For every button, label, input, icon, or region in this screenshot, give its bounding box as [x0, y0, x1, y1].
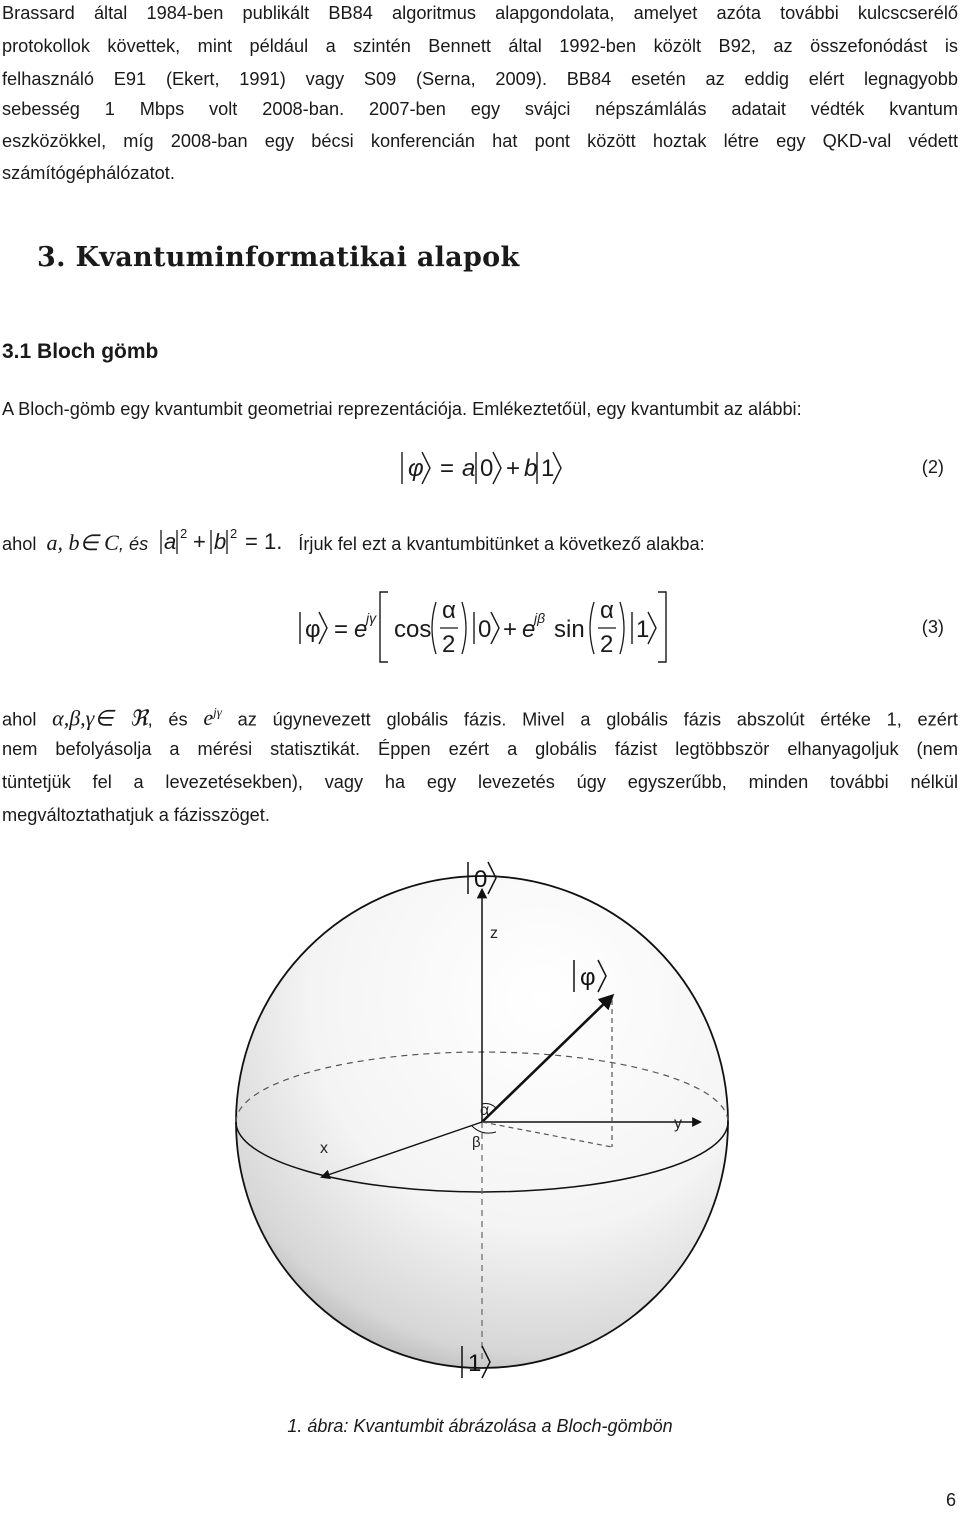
svg-text:2: 2: [230, 528, 238, 541]
subsection-heading: 3.1 Bloch gömb: [2, 340, 159, 363]
paragraph1-line-2: protokollok követtek, mint például a szintén Bennett által 1992-ben közölt B92, az összefonódást is: [2, 36, 958, 56]
svg-text:2: 2: [600, 631, 614, 658]
ahol-line-1: [2, 528, 705, 558]
paragraph2-line-1: nem befolyásolja a mérési statisztikát. Éppen ezért a globális fázist legtöbbször elhanyagoljuk (nem: [2, 739, 958, 759]
global-phase-symbol: $e^{j\gamma}$: [203, 705, 222, 731]
svg-text:2: 2: [180, 528, 188, 541]
paragraph1-line-4: sebesség 1 Mbps volt 2008-ban. 2007-ben egy svájci népszámlálás adatait védték kvantum: [2, 99, 958, 119]
figure-caption: 1. ábra: Kvantumbit ábrázolása a Bloch-gömbön: [287, 1416, 673, 1436]
svg-text:e: e: [354, 616, 368, 643]
svg-text:a: a: [462, 455, 476, 482]
z-axis-label: z: [490, 925, 498, 942]
svg-text:a: a: [164, 529, 177, 554]
svg-text:φ: φ: [408, 455, 424, 482]
ahol-label: ahol: [2, 534, 37, 554]
svg-text:α: α: [600, 597, 614, 624]
svg-text:1: 1: [541, 455, 555, 482]
svg-text:0: 0: [478, 616, 492, 643]
ket0-label: 0: [474, 866, 488, 893]
bloch-sphere-figure: [0, 850, 960, 1400]
equation-3: [296, 588, 676, 668]
equation-2-number: (2): [921, 457, 944, 477]
svg-text:+: +: [503, 616, 518, 643]
equation-2: [390, 446, 570, 490]
svg-text:sin: sin: [554, 616, 585, 643]
alpha-label: α: [480, 1102, 490, 1119]
paragraph1-line-6: számítógéphálózatot.: [2, 163, 175, 183]
y-axis-label: y: [674, 1115, 682, 1132]
svg-text:jβ: jβ: [534, 610, 546, 626]
ahol-label-2: ahol: [2, 709, 37, 730]
intro-text: A Bloch-gömb egy kvantumbit geometriai reprezentációja. Emlékeztetőül, egy kvantumbit az alábbi:: [2, 399, 802, 419]
paragraph1-line-3: felhasználó E91 (Ekert, 1991) vagy S09 (Serna, 2009). BB84 esetén az eddig elért legnagyobb: [2, 69, 958, 89]
svg-text:b: b: [524, 455, 538, 482]
svg-text:cos: cos: [394, 616, 432, 643]
svg-text:0: 0: [480, 455, 494, 482]
real-vars: α,β,γ∈ ℜ: [52, 705, 148, 731]
svg-text:= 1.: = 1.: [245, 529, 283, 554]
svg-text:1: 1: [636, 616, 650, 643]
paragraph2-line-2: tüntetjük fel a levezetésekben), vagy ha egy levezetés úgy egyszerűbb, minden további nélkül: [2, 772, 958, 792]
equation-3-number: (3): [921, 617, 944, 637]
svg-text:b: b: [214, 529, 227, 554]
x-axis-label: x: [320, 1140, 328, 1157]
ahol-line-2: [2, 702, 958, 730]
normalization-formula: [153, 528, 293, 558]
page-number: 6: [945, 1490, 956, 1510]
svg-text:=: =: [334, 616, 349, 643]
svg-text:α: α: [442, 597, 456, 624]
svg-text:φ: φ: [305, 616, 321, 643]
svg-text:+: +: [506, 455, 521, 482]
complex-vars: a, b∈ C: [46, 530, 119, 555]
ahol-line-1-tail: Írjuk fel ezt a kvantumbitünket a következő alakba:: [298, 534, 705, 554]
svg-text:2: 2: [442, 631, 456, 658]
svg-text:+: +: [193, 529, 207, 554]
es-label-2: , és: [147, 709, 188, 730]
beta-label: β: [472, 1134, 481, 1151]
svg-text:=: =: [440, 455, 455, 482]
section-heading: 3. Kvantuminformatikai alapok: [37, 242, 520, 273]
paragraph2-line-3: megváltoztathatjuk a fázisszöget.: [2, 805, 270, 825]
paragraph1-line-5: eszközökkel, míg 2008-ban egy bécsi konferencián hat pont között hoztak létre egy QKD-val védett: [2, 131, 958, 151]
ketphi-label: φ: [580, 964, 596, 991]
svg-text:jγ: jγ: [366, 610, 377, 626]
ahol-line-2-tail: az úgynevezett globális fázis. Mivel a globális fázis abszolút értéke 1, ezért: [237, 709, 958, 730]
ket1-label: 1: [468, 1350, 482, 1377]
es-label: , és: [118, 534, 149, 554]
svg-text:e: e: [522, 616, 536, 643]
paragraph1-line-1: Brassard által 1984-ben publikált BB84 algoritmus alapgondolata, amelyet azóta további kulcscserélő: [2, 3, 958, 23]
